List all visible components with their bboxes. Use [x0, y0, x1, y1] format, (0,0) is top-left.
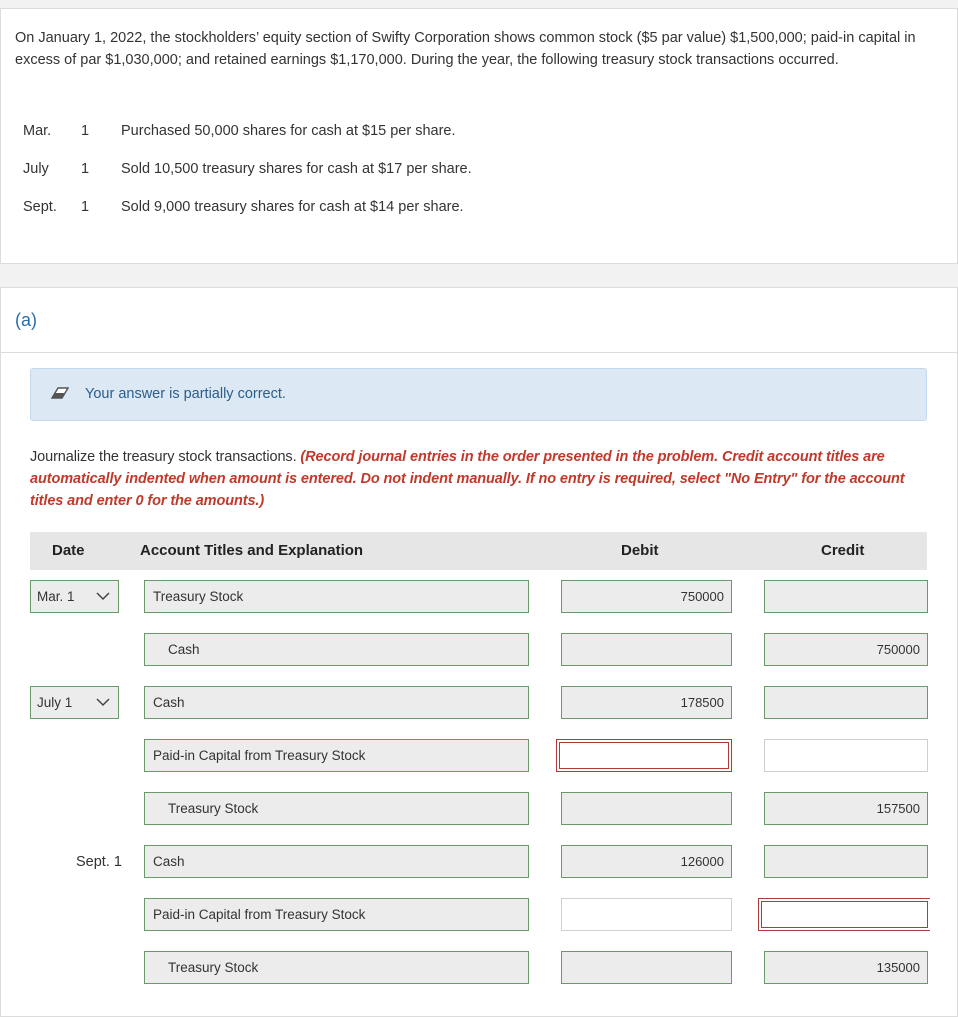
- transaction-day: 1: [81, 161, 90, 177]
- pencil-eraser-icon: [51, 386, 69, 400]
- problem-statement: On January 1, 2022, the stockholders’ equity section of Swifty Corporation shows common stock ($5 par value) $1,500,000; paid-in capital in excess of par $1,030,000; and retained earnings $1,170,000. During the year, the following treasury stock transactions occurred.: [15, 30, 916, 68]
- credit-input[interactable]: [764, 686, 928, 719]
- date-select-value: Mar. 1: [37, 589, 75, 604]
- part-label: (a): [15, 310, 37, 330]
- credit-input[interactable]: 750000: [764, 633, 928, 666]
- header-debit: Debit: [621, 542, 659, 559]
- debit-input[interactable]: [561, 951, 732, 984]
- header-date: Date: [52, 542, 85, 559]
- account-title-input[interactable]: Treasury Stock: [144, 792, 529, 825]
- credit-input-incorrect[interactable]: [758, 898, 930, 931]
- account-title-input[interactable]: Cash: [144, 633, 529, 666]
- debit-input-incorrect[interactable]: [556, 739, 732, 772]
- credit-input[interactable]: 135000: [764, 951, 928, 984]
- part-header: [1, 288, 957, 353]
- debit-input[interactable]: [561, 898, 732, 931]
- transaction-month: Mar.: [23, 123, 52, 139]
- credit-input[interactable]: 157500: [764, 792, 928, 825]
- date-label: Sept. 1: [76, 854, 122, 870]
- date-select-value: July 1: [37, 695, 73, 710]
- chevron-down-icon: [96, 591, 110, 601]
- credit-input[interactable]: [764, 580, 928, 613]
- transaction-day: 1: [81, 123, 90, 139]
- credit-input[interactable]: [764, 845, 928, 878]
- debit-input[interactable]: [561, 633, 732, 666]
- account-title-input[interactable]: Treasury Stock: [144, 951, 529, 984]
- instructions: [30, 446, 930, 512]
- account-title-input[interactable]: Cash: [144, 686, 529, 719]
- feedback-text: Your answer is partially correct.: [85, 386, 286, 402]
- debit-input[interactable]: 750000: [561, 580, 732, 613]
- debit-input[interactable]: 178500: [561, 686, 732, 719]
- date-select[interactable]: [30, 686, 119, 719]
- transaction-description: Purchased 50,000 shares for cash at $15 per share.: [121, 123, 456, 139]
- transaction-day: 1: [81, 199, 90, 215]
- problem-card: [0, 8, 958, 264]
- account-title-input[interactable]: Paid-in Capital from Treasury Stock: [144, 739, 529, 772]
- table-header: [30, 532, 927, 570]
- header-account: Account Titles and Explanation: [140, 542, 364, 559]
- transaction-description: Sold 10,500 treasury shares for cash at $17 per share.: [121, 161, 472, 177]
- debit-input[interactable]: 126000: [561, 845, 732, 878]
- header-credit: Credit: [821, 542, 865, 559]
- date-select[interactable]: [30, 580, 119, 613]
- transaction-month: July: [23, 161, 49, 177]
- account-title-input[interactable]: Paid-in Capital from Treasury Stock: [144, 898, 529, 931]
- feedback-banner: [30, 368, 927, 421]
- debit-input[interactable]: [561, 792, 732, 825]
- transaction-month: Sept.: [23, 199, 57, 215]
- instruction-note: (Record journal entries in the order presented in the problem. Credit account titles are automatically indented when amount is entered. Do not indent manually. If no entry is required, select "No Entry" for the account titles and enter 0 for the amounts.): [30, 449, 905, 509]
- part-a-card: [0, 287, 958, 1017]
- account-title-input[interactable]: Treasury Stock: [144, 580, 529, 613]
- account-title-input[interactable]: Cash: [144, 845, 529, 878]
- credit-input[interactable]: [764, 739, 928, 772]
- chevron-down-icon: [96, 697, 110, 707]
- instruction-text: Journalize the treasury stock transactions.: [30, 449, 301, 465]
- transaction-description: Sold 9,000 treasury shares for cash at $14 per share.: [121, 199, 464, 215]
